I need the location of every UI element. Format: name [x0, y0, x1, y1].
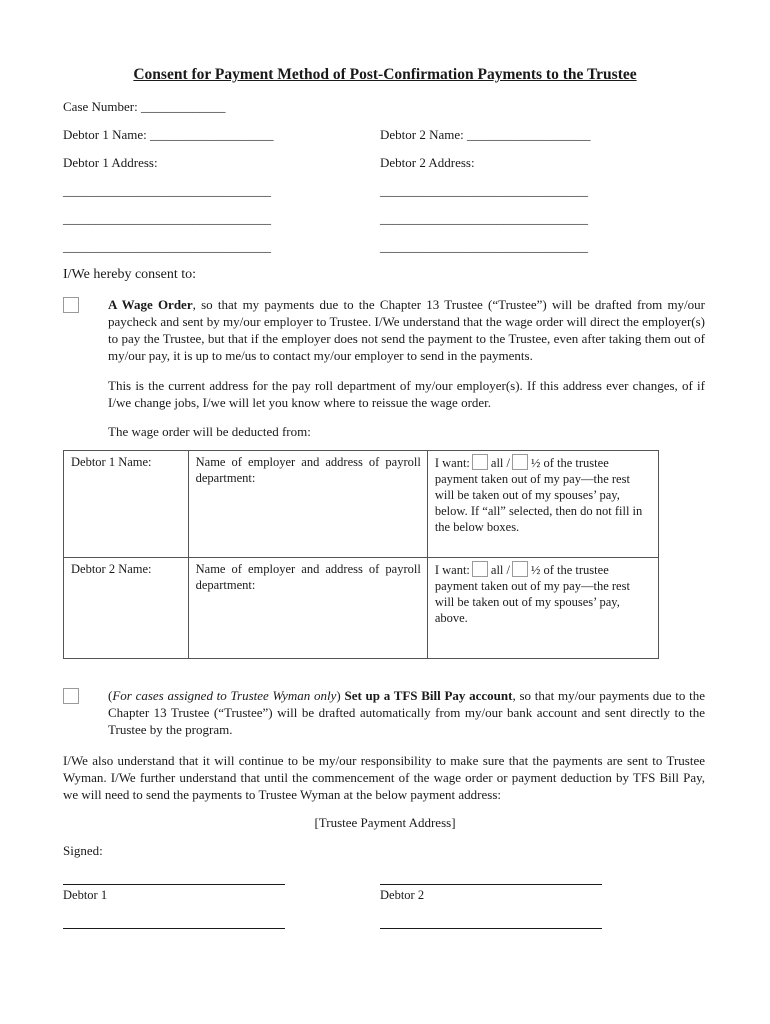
wage-order-paragraph	[108, 296, 705, 364]
debtor1-signature-line[interactable]	[63, 884, 285, 885]
tfs-italic-note: For cases assigned to Trustee Wyman only	[112, 688, 337, 703]
debtor1-all-checkbox[interactable]	[472, 454, 488, 470]
trustee-payment-address: [Trustee Payment Address]	[314, 815, 456, 830]
debtor1-date-line[interactable]	[63, 928, 285, 929]
debtor2-name-field[interactable]: Debtor 2 Name: ___________________	[380, 127, 591, 142]
page-title: Consent for Payment Method of Post-Confirmation Payments to the Trustee	[133, 66, 637, 83]
payroll-address-note: This is the current address for the pay roll department of my/our employer(s). If this address ever changes, of if I/we change jobs, I/we will let you know where to reissue the wage order.	[108, 378, 705, 410]
debtor2-address-label: Debtor 2 Address:	[380, 155, 475, 170]
debtor2-want-cell: I want: all / ½ of the trustee payment taken out of my pay—the rest will be taken out of my spouses’ pay, above.	[427, 558, 658, 659]
debtor1-address-label: Debtor 1 Address:	[63, 155, 158, 170]
table-row	[64, 558, 659, 659]
debtor2-address-line-1[interactable]: ________________________________	[380, 183, 588, 198]
wage-order-table	[63, 450, 659, 659]
sig-debtor2-label: Debtor 2	[380, 888, 425, 902]
case-number-field[interactable]: Case Number: _____________	[63, 99, 226, 114]
debtor1-employer-cell[interactable]: Name of employer and address of payroll department:	[188, 451, 427, 558]
debtor2-address-line-2[interactable]: ________________________________	[380, 211, 588, 226]
sig-debtor1-label: Debtor 1	[63, 888, 108, 902]
signed-label: Signed:	[63, 843, 103, 858]
tfs-bill-pay-checkbox[interactable]	[63, 688, 79, 704]
debtor2-date-line[interactable]	[380, 928, 602, 929]
consent-intro: I/We hereby consent to:	[63, 267, 196, 282]
debtor1-want-cell: I want: all / ½ of the trustee payment taken out of my pay—the rest will be taken out of my spouses’ pay, below. If “all” selected, then do not fill in the below boxes.	[427, 451, 658, 558]
tfs-text: , so that my/our payments due to the Chapter 13 Trustee (“Trustee”) will be drafted automatically from my/our bank account and sent directly to the Trustee by the program.	[108, 688, 705, 737]
deducted-from-label: The wage order will be deducted from:	[108, 424, 311, 439]
debtor1-address-line-1[interactable]: ________________________________	[63, 183, 271, 198]
debtor2-name-cell[interactable]: Debtor 2 Name:	[64, 558, 189, 659]
debtor2-signature-line[interactable]	[380, 884, 602, 885]
debtor2-half-checkbox[interactable]	[512, 561, 528, 577]
table-row	[64, 451, 659, 558]
wage-order-text: , so that my payments due to the Chapter 13 Trustee (“Trustee”) will be drafted from my/our paycheck and sent by my/our employer to Trustee. I/We understand that the wage order will direct the employer(s) to pay the Trustee, but that if the employer does not send the payment to the Trustee, even after taking them out of my/our pay, it is up to me/us to contact my/our employer to send in the payments.	[108, 297, 705, 363]
debtor1-address-line-2[interactable]: ________________________________	[63, 211, 271, 226]
debtor1-address-line-3[interactable]: ________________________________	[63, 239, 271, 254]
debtor1-half-checkbox[interactable]	[512, 454, 528, 470]
debtor2-all-checkbox[interactable]	[472, 561, 488, 577]
tfs-bill-pay-paragraph: (For cases assigned to Trustee Wyman only) Set up a TFS Bill Pay account, so that my/our payments due to the Chapter 13 Trustee (“Trustee”) will be drafted automatically from my/our bank account and sent directly to the Trustee by the program.	[108, 688, 705, 737]
debtor2-employer-cell[interactable]: Name of employer and address of payroll department:	[188, 558, 427, 659]
debtor1-name-field[interactable]: Debtor 1 Name: ___________________	[63, 127, 274, 142]
wage-order-lead: A Wage Order	[108, 297, 193, 312]
tfs-bold-lead: Set up a TFS Bill Pay account	[344, 688, 513, 703]
debtor1-name-cell[interactable]: Debtor 1 Name:	[64, 451, 189, 558]
debtor2-address-line-3[interactable]: ________________________________	[380, 239, 588, 254]
responsibility-paragraph: I/We also understand that it will continue to be my/our responsibility to make sure that the payments are sent to Trustee Wyman. I/We further understand that until the commencement of the wage order or payment deduction by TFS Bill Pay, we will need to send the payments to Trustee Wyman at the below payment address:	[63, 753, 705, 802]
wage-order-checkbox[interactable]	[63, 297, 79, 313]
